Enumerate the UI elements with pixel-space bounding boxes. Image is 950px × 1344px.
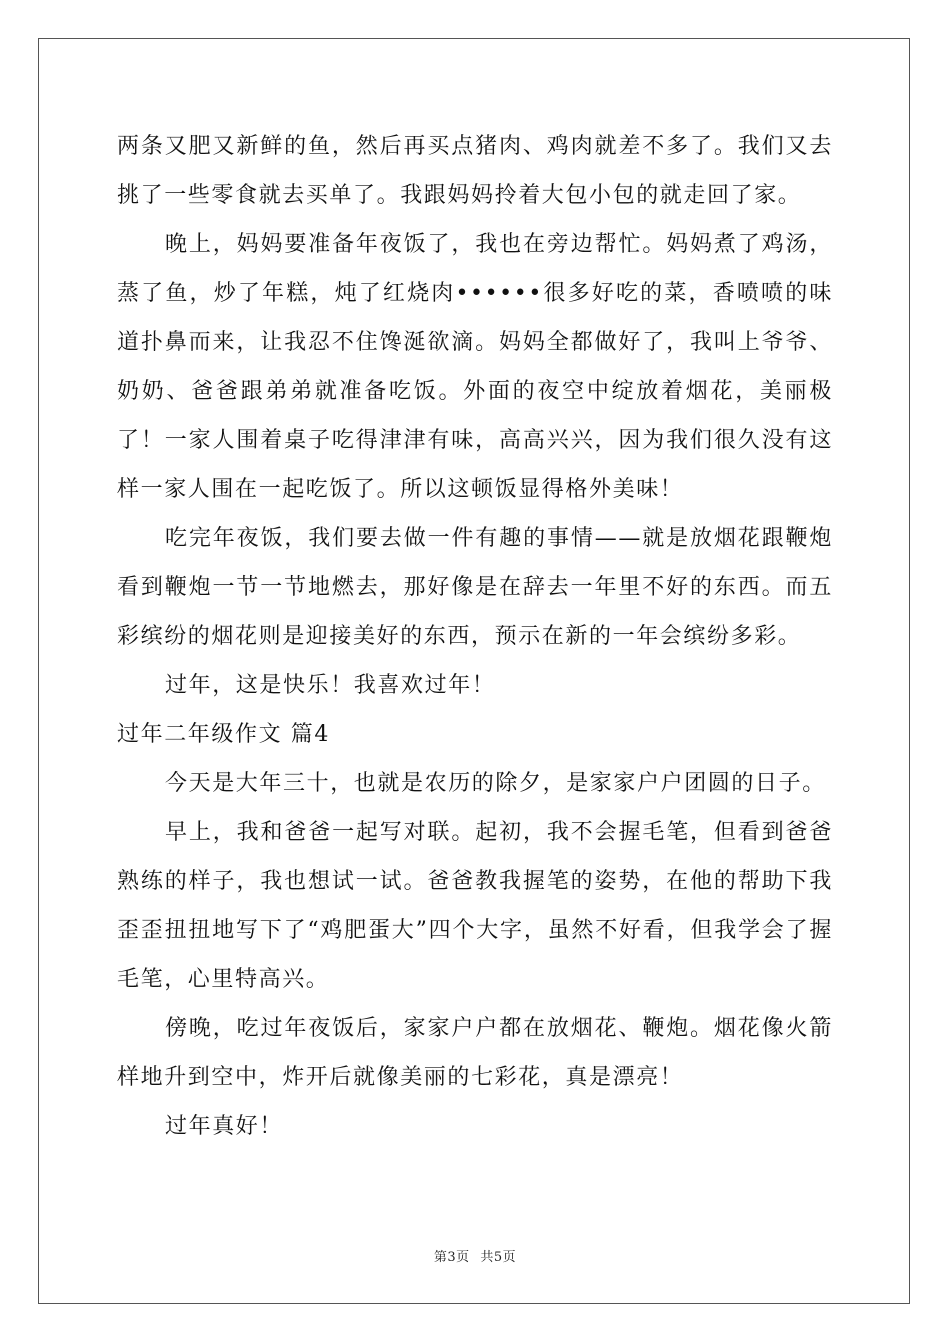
paragraph-couplets: 早上，我和爸爸一起写对联。起初，我不会握毛笔，但看到爸爸熟练的样子，我也想试一试。爸爸教我握笔的姿势，在他的帮助下我歪歪扭扭地写下了“鸡肥蛋大”四个大字，虽然不好看，但我学会了握毛笔，心里特高兴。 <box>117 820 833 992</box>
paragraph-new-year-dinner: 晚上，妈妈要准备年夜饭了，我也在旁边帮忙。妈妈煮了鸡汤，蒸了鱼，炒了年糕，炖了红烧肉••••••很多好吃的菜，香喷喷的味道扑鼻而来，让我忍不住馋涎欲滴。妈妈全都做好了，我叫上爷爷、奶奶、爸爸跟弟弟就准备吃饭。外面的夜空中绽放着烟花，美丽极了！一家人围着桌子吃得津津有味，高高兴兴，因为我们很久没有这样一家人围在一起吃饭了。所以这顿饭显得格外美味！ <box>117 232 833 502</box>
page-number-total: 共5页 <box>480 1250 517 1265</box>
page-number-current: 第3页 <box>433 1250 470 1265</box>
section-title: 过年二年级作文 篇4 <box>117 722 330 747</box>
paragraph-closing: 过年真好！ <box>165 1114 284 1139</box>
paragraph-fireworks: 吃完年夜饭，我们要去做一件有趣的事情——就是放烟花跟鞭炮看到鞭炮一节一节地燃去，那好像是在辞去一年里不好的东西。而五彩缤纷的烟花则是迎接美好的东西，预示在新的一年会缤纷多彩。 <box>117 526 833 649</box>
paragraph-new-years-eve: 今天是大年三十，也就是农历的除夕，是家家户户团圆的日子。 <box>165 771 826 796</box>
paragraph-conclusion: 过年，这是快乐！我喜欢过年！ <box>165 673 496 698</box>
paragraph-evening-fireworks: 傍晚，吃过年夜饭后，家家户户都在放烟花、鞭炮。烟花像火箭样地升到空中，炸开后就像美丽的七彩花，真是漂亮！ <box>117 1016 833 1090</box>
paragraph-continued: 两条又肥又新鲜的鱼，然后再买点猪肉、鸡肉就差不多了。我们又去挑了一些零食就去买单了。我跟妈妈拎着大包小包的就走回了家。 <box>117 134 833 208</box>
page-footer <box>0 1246 950 1265</box>
document-body <box>117 122 833 1151</box>
